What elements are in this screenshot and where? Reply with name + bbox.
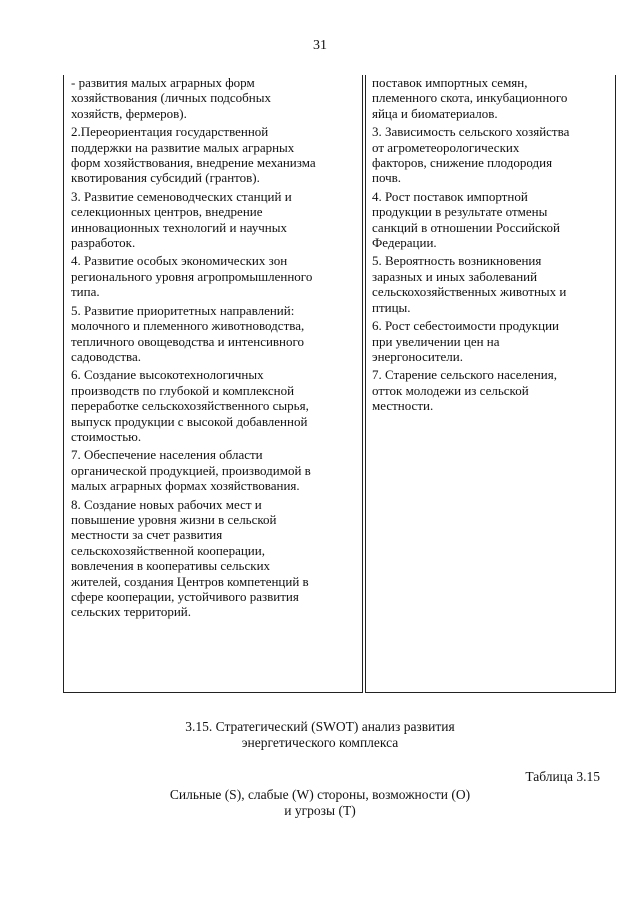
section-title: 3.15. Стратегический (SWOT) анализ развития энергетического комплекса xyxy=(185,719,455,750)
swot-item: 7. Старение сельского населения, отток молодежи из сельской местности. xyxy=(372,367,557,414)
swot-item: 7. Обеспечение населения области органической продукцией, производимой в малых аграрных формах хозяйствования. xyxy=(71,447,311,494)
swot-item: 6. Рост себестоимости продукции при увеличении цен на энергоносители. xyxy=(372,318,559,364)
swot-item: 2.Переориентация государственной поддержки на развитие малых аграрных форм хозяйствования, внедрение механизма квотирования субсидий (грантов). xyxy=(71,124,316,186)
table-caption: Сильные (S), слабые (W) стороны, возможности (O) и угрозы (T) xyxy=(169,787,471,818)
swot-right-column xyxy=(365,75,616,693)
swot-item: поставок импортных семян, племенного скота, инкубационного яйца и биоматериалов. xyxy=(372,75,568,121)
swot-item: 4. Развитие особых экономических зон регионального уровня агропромышленного типа. xyxy=(71,253,313,300)
swot-item: 8. Создание новых рабочих мест и повышение уровня жизни в сельской местности за счет развития сельскохозяйственной кооперации, вовлечения в кооперативы сельских жителей, создания Центров компетенций в сфере кооперации, устойчивого развития сельских территорий. xyxy=(71,496,309,620)
swot-item: - развития малых аграрных форм хозяйствования (личных подсобных хозяйств, фермеров). xyxy=(71,75,271,121)
swot-item: 3. Зависимость сельского хозяйства от агрометеорологических факторов, снижение плодородия почв. xyxy=(372,124,570,186)
swot-item: 3. Развитие семеноводческих станций и селекционных центров, внедрение инновационных технологий и научных разработок. xyxy=(71,188,292,251)
page-number: 31 xyxy=(313,38,327,53)
swot-table xyxy=(63,75,614,693)
table-label: Таблица 3.15 xyxy=(525,769,600,784)
swot-left-column xyxy=(63,75,363,693)
swot-item: 4. Рост поставок импортной продукции в результате отмены санкций в отношении Российской Федерации. xyxy=(372,188,560,251)
swot-item: 5. Вероятность возникновения заразных и иных заболеваний сельскохозяйственных животных и птицы. xyxy=(372,253,567,315)
swot-item: 6. Создание высокотехнологичных производств по глубокой и комплексной переработке сельскохозяйственного сырья, выпуск продукции с высокой добавленной стоимостью. xyxy=(71,367,309,444)
swot-item: 5. Развитие приоритетных направлений: молочного и племенного животноводства, тепличного овощеводства и интенсивного садоводства. xyxy=(71,302,305,364)
